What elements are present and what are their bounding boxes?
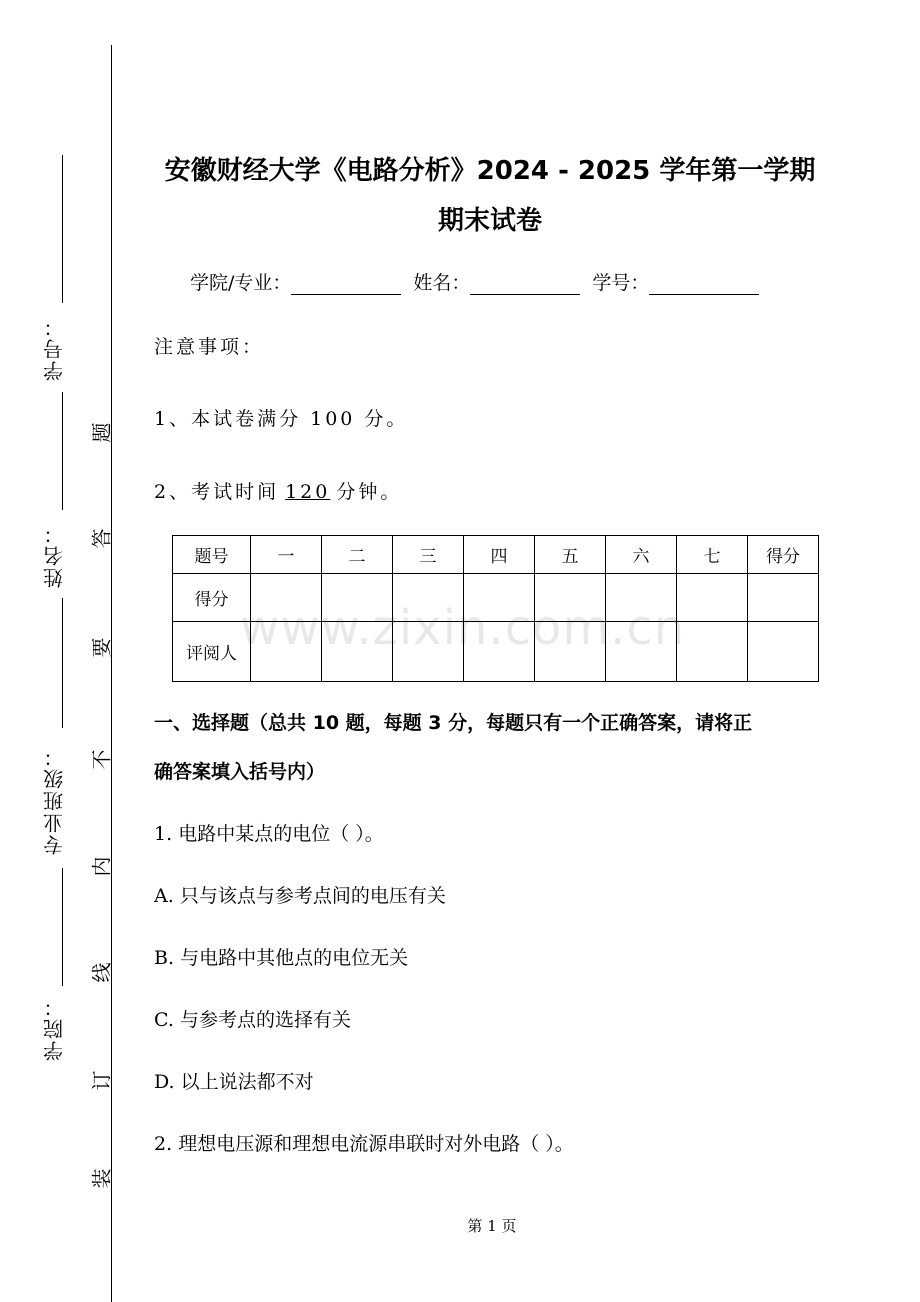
score-table-header: 得分: [748, 536, 819, 574]
option-d[interactable]: [154, 1067, 314, 1094]
score-table-header-row: [173, 536, 819, 574]
option-a[interactable]: [154, 881, 446, 908]
name-blank[interactable]: [470, 272, 580, 295]
student-info-row: [190, 268, 771, 295]
class-label: 专业班级：: [42, 745, 67, 855]
seal-char: 线: [89, 962, 114, 983]
note-item-2: [154, 477, 402, 504]
option-text: 只与该点与参考点间的电压有关: [179, 885, 446, 907]
seal-char: 题: [89, 422, 114, 443]
seal-char: 装: [89, 1168, 114, 1189]
score-table-header: 七: [677, 536, 748, 574]
seal-char: 要: [89, 637, 114, 658]
question-stem: 电路中某点的电位（ ）。: [178, 823, 384, 845]
note-item-2-prefix: 2、考试时间: [154, 481, 280, 503]
reviewer-cell[interactable]: [748, 622, 819, 682]
seal-char: 订: [89, 1070, 114, 1091]
student-id-label: 学号：: [42, 315, 67, 381]
question-stem: 理想电压源和理想电流源串联时对外电路（ ）。: [178, 1133, 574, 1155]
seal-char: 内: [89, 856, 114, 877]
seal-char: 答: [89, 528, 114, 549]
option-letter: C.: [154, 1009, 174, 1031]
score-table-header: 五: [535, 536, 606, 574]
college-line: [62, 868, 63, 986]
option-text: 与电路中其他点的电位无关: [180, 947, 409, 969]
score-cell[interactable]: [677, 574, 748, 622]
name-field-label: 姓名：: [413, 272, 471, 294]
question-1: [154, 819, 384, 846]
page-number: 1: [487, 1217, 497, 1235]
notes-heading: 注意事项：: [154, 336, 265, 358]
college-major-blank[interactable]: [291, 272, 401, 295]
option-letter: A.: [154, 885, 174, 907]
option-text: 与参考点的选择有关: [179, 1009, 351, 1031]
name-line-top: [62, 392, 63, 510]
section-heading-line1: 一、选择题（总共 10 题，每题 3 分，每题只有一个正确答案，请将正: [154, 712, 753, 734]
note-item-1: 1、本试卷满分 100 分。: [154, 408, 409, 430]
student-id-field-label: 学号：: [592, 272, 650, 294]
score-row-label: 得分: [173, 574, 251, 622]
score-table-header: 四: [464, 536, 535, 574]
option-letter: D.: [154, 1071, 175, 1093]
option-letter: B.: [154, 947, 175, 969]
score-table-header: 六: [606, 536, 677, 574]
name-label: 姓名：: [42, 522, 67, 588]
class-line: [62, 598, 63, 728]
score-cell[interactable]: [748, 574, 819, 622]
option-text: 以上说法都不对: [180, 1071, 314, 1093]
page-footer: [0, 1215, 920, 1236]
reviewer-row-label: 评阅人: [173, 622, 251, 682]
exam-title: 安徽财经大学《电路分析》2024 - 2025 学年第一学期: [164, 156, 816, 186]
section-heading-line2: 确答案填入括号内）: [154, 761, 326, 783]
reviewer-cell[interactable]: [677, 622, 748, 682]
college-major-label: 学院/专业：: [190, 272, 292, 294]
footer-suffix: 页: [501, 1217, 517, 1235]
score-table-header: 三: [393, 536, 464, 574]
question-number: 2.: [154, 1133, 173, 1155]
question-number: 1.: [154, 823, 173, 845]
college-label: 学院：: [42, 995, 67, 1061]
score-table-header: 二: [322, 536, 393, 574]
watermark: www.zixin.com.cn: [240, 600, 686, 656]
student-id-line: [62, 155, 63, 303]
seal-char: 不: [89, 749, 114, 770]
binding-line: [111, 45, 112, 1302]
option-b[interactable]: [154, 943, 408, 970]
student-id-blank[interactable]: [649, 272, 759, 295]
note-item-2-suffix: 分钟。: [336, 481, 403, 503]
exam-duration-value: 120: [285, 481, 331, 503]
question-2: [154, 1129, 574, 1156]
option-c[interactable]: [154, 1005, 351, 1032]
exam-subtitle: 期末试卷: [437, 206, 542, 236]
score-table-header: 一: [251, 536, 322, 574]
footer-prefix: 第: [467, 1217, 483, 1235]
score-table-header: 题号: [173, 536, 251, 574]
